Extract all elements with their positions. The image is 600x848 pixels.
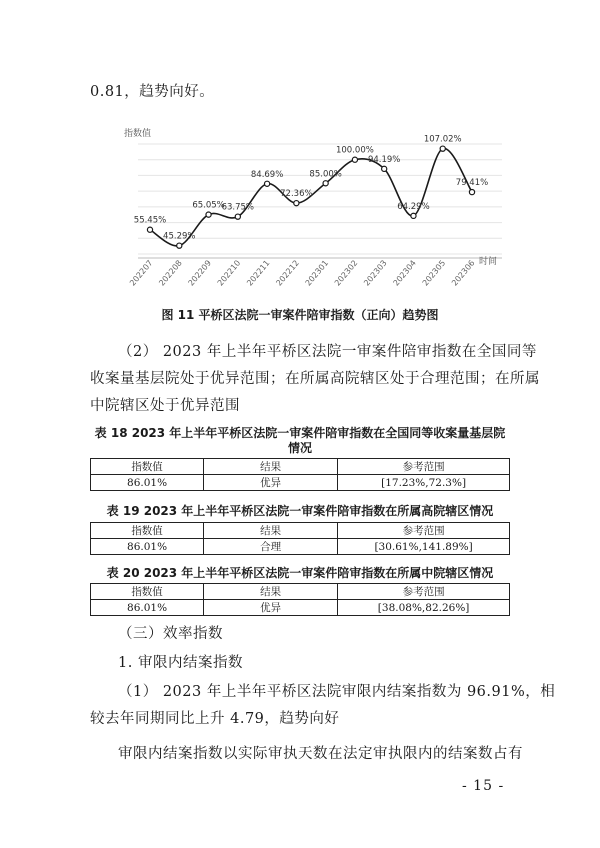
table-header-row <box>91 459 510 475</box>
x-tick-label: 202207 <box>128 258 155 288</box>
table-row <box>91 475 510 491</box>
cell-index-value: 86.01% <box>91 475 204 491</box>
x-axis-label: 时间 <box>479 257 498 267</box>
para1-line1: （1） 2023 年上半年平桥区法院审限内结案指数为 96.91%，相 <box>118 684 556 700</box>
y-axis-label: 指数值 <box>124 129 152 139</box>
data-label: 85.00% <box>309 169 342 180</box>
x-tick-label: 202208 <box>157 258 184 288</box>
table-row <box>91 539 510 555</box>
data-label: 79.41% <box>455 178 489 189</box>
table20-caption: 表 20 2023 年上半年平桥区法院一审案件陪审指数在所属中院辖区情况 <box>106 566 494 580</box>
para2-line1: 审限内结案指数以实际审执天数在法定审执限内的结案数占有 <box>118 746 523 762</box>
table19-caption: 表 19 2023 年上半年平桥区法院一审案件陪审指数在所属高院辖区情况 <box>106 504 494 518</box>
x-tick-label: 202301 <box>303 258 331 288</box>
data-point <box>294 201 299 206</box>
table18-caption-line1: 表 18 2023 年上半年平桥区法院一审案件陪审指数在全国同等收案量基层院 <box>94 426 506 440</box>
data-point <box>235 214 240 219</box>
x-tick-label: 202211 <box>245 258 272 288</box>
data-label: 100.00% <box>335 145 374 156</box>
data-point <box>352 157 357 162</box>
cell-reference-range: [17.23%,72.3%] <box>338 475 510 491</box>
header-index-value: 指数值 <box>91 523 204 539</box>
x-tick-label: 202212 <box>274 258 301 288</box>
table19 <box>90 522 510 555</box>
cell-index-value: 86.01% <box>91 600 204 616</box>
cell-result: 合理 <box>204 539 338 555</box>
header-reference-range: 参考范围 <box>338 523 510 539</box>
section2-line1: （2） 2023 年上半年平桥区法院一审案件陪审指数在全国同等 <box>118 344 537 360</box>
page-number: - 15 - <box>462 778 505 794</box>
cell-reference-range: [38.08%,82.26%] <box>338 600 510 616</box>
subheading-1: 1. 审限内结案指数 <box>118 655 243 671</box>
data-label: 94.19% <box>367 154 401 165</box>
data-label: 72.36% <box>280 189 313 200</box>
data-label: 45.29% <box>163 231 196 242</box>
data-point <box>469 189 474 194</box>
x-tick-label: 202304 <box>391 258 418 288</box>
header-reference-range: 参考范围 <box>338 584 510 600</box>
table18 <box>90 458 510 491</box>
data-point <box>382 166 387 171</box>
cell-result: 优异 <box>204 600 338 616</box>
header-index-value: 指数值 <box>91 459 204 475</box>
trend-line-chart <box>110 124 510 288</box>
header-reference-range: 参考范围 <box>338 459 510 475</box>
cell-index-value: 86.01% <box>91 539 204 555</box>
data-point <box>323 181 328 186</box>
x-tick-label: 202306 <box>450 258 477 288</box>
table-header-row <box>91 584 510 600</box>
cell-reference-range: [30.61%,141.89%] <box>338 539 510 555</box>
x-tick-label: 202303 <box>362 258 389 288</box>
data-point <box>264 181 269 186</box>
data-label: 65.05% <box>192 200 225 211</box>
x-tick-label: 202209 <box>186 258 214 288</box>
data-point <box>177 243 182 248</box>
data-label: 63.75% <box>221 202 255 213</box>
data-label: 84.69% <box>250 169 284 180</box>
header-result: 结果 <box>204 523 338 539</box>
x-tick-label: 202210 <box>215 258 243 288</box>
section2-line2: 收案量基层院处于优异范围；在所属高院辖区处于合理范围；在所属 <box>90 371 540 387</box>
section2-line3: 中院辖区处于优异范围 <box>90 398 240 414</box>
data-label: 64.29% <box>397 201 430 212</box>
data-label: 55.45% <box>133 215 167 226</box>
table20 <box>90 583 510 616</box>
table18-caption-line2: 情况 <box>287 441 312 455</box>
data-point <box>440 146 445 151</box>
section3-heading: （三）效率指数 <box>118 626 223 642</box>
table-row <box>91 600 510 616</box>
data-point <box>411 213 416 218</box>
header-index-value: 指数值 <box>91 584 204 600</box>
x-tick-label: 202302 <box>332 258 360 288</box>
header-result: 结果 <box>204 459 338 475</box>
body-text-top: 0.81，趋势向好。 <box>90 84 215 100</box>
table-header-row <box>91 523 510 539</box>
x-tick-label: 202305 <box>420 258 448 288</box>
figure-caption: 图 11 平桥区法院一审案件陪审指数（正向）趋势图 <box>161 308 439 322</box>
header-result: 结果 <box>204 584 338 600</box>
data-point <box>206 212 211 217</box>
cell-result: 优异 <box>204 475 338 491</box>
para1-line2: 较去年同期同比上升 4.79，趋势向好 <box>90 711 340 727</box>
data-label: 107.02% <box>423 134 462 145</box>
data-point <box>147 227 152 232</box>
